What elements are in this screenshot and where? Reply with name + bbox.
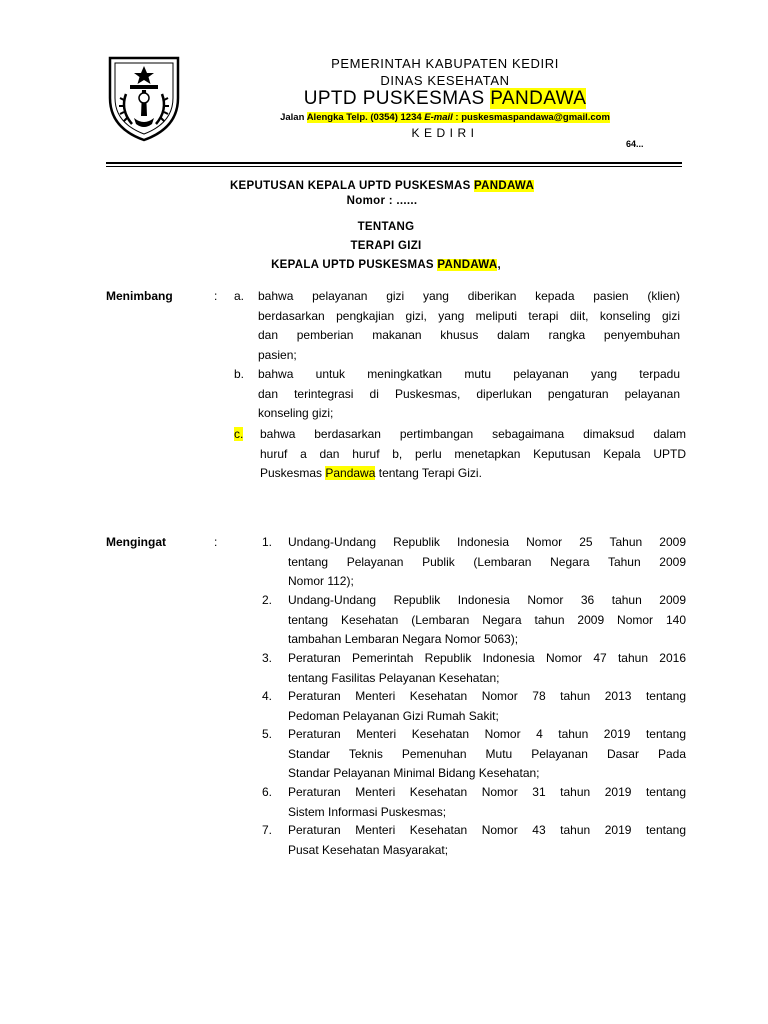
text-line: tentang Kesehatan (Lembaran Negara tahun 2009 Nomor 140: [288, 612, 686, 627]
letterhead-rule-thin: [106, 166, 682, 167]
mengingat-label: Mengingat: [106, 535, 166, 549]
text-line: Peraturan Menteri Kesehatan Nomor 4 tahun 2019 tentang: [288, 727, 686, 741]
text-line: tambahan Lembaran Negara Nomor 5063);: [288, 632, 519, 646]
letterhead-rule-thick: [106, 162, 682, 164]
letterhead-institution: [200, 88, 690, 110]
address-email-label: E-mail: [424, 112, 453, 123]
decree-title-highlight: PANDAWA: [474, 180, 535, 192]
menimbang-marker-b: b.: [234, 367, 245, 381]
text-line: bahwa berdasarkan pertimbangan sebagaimana dimaksud dalam: [260, 427, 686, 441]
decree-title-prefix: KEPUTUSAN KEPALA UPTD PUSKESMAS: [229, 180, 475, 192]
text-line: Peraturan Menteri Kesehatan Nomor 78 tahun 2013 tentang: [288, 689, 686, 703]
menimbang-marker-c: [234, 425, 243, 445]
text-line: Peraturan Menteri Kesehatan Nomor 31 tahun 2019 tentang: [288, 785, 686, 799]
kediri-regency-emblem-icon: [106, 54, 182, 142]
decree-about-label: TENTANG: [357, 221, 415, 233]
text-line: bahwa pelayanan gizi yang diberikan kepada pasien (klien): [258, 289, 680, 303]
letterhead-government: PEMERINTAH KABUPATEN KEDIRI: [331, 56, 559, 71]
menimbang-colon: :: [214, 289, 218, 303]
text-line: Undang-Undang Republik Indonesia Nomor 36 tahun 2009: [288, 593, 686, 607]
text-line: [260, 464, 686, 484]
text-line: pasien;: [258, 347, 297, 362]
address-phone: Telp. (0354) 1234: [343, 112, 425, 123]
text-line: tentang Pelayanan Publik (Lembaran Negara Tahun 2009: [288, 554, 686, 569]
mengingat-marker-7: 7.: [262, 823, 273, 837]
decree-issuer: [98, 259, 674, 271]
text-line: Pedoman Pelayanan Gizi Rumah Sakit;: [288, 708, 499, 723]
menimbang-item-b: [258, 365, 680, 424]
text-line: Standar Pelayanan Minimal Bidang Kesehatan;: [288, 766, 540, 780]
address-street: Alengka: [306, 112, 344, 123]
menimbang-item-a: [258, 287, 680, 365]
mengingat-item-5: [288, 725, 686, 784]
text-line: berdasarkan pengkajian gizi, yang meliputi terapi diit, konseling gizi: [258, 308, 680, 323]
menimbang-item-c: [260, 425, 686, 484]
mengingat-marker-5: 5.: [262, 727, 273, 741]
text-line: konseling gizi;: [258, 406, 334, 420]
text-line: dan terintegrasi di Puskesmas, diperlukan pengaturan pelayanan: [258, 386, 680, 401]
menimbang-label: Menimbang: [106, 289, 173, 303]
letterhead-institution-prefix: UPTD PUSKESMAS: [303, 88, 491, 109]
letterhead-city: KEDIRI: [411, 126, 479, 140]
text-line: tentang Fasilitas Pelayanan Kesehatan;: [288, 670, 500, 685]
text-line: Sistem Informasi Puskesmas;: [288, 804, 447, 819]
decree-issuer-prefix: KEPALA UPTD PUSKESMAS: [271, 259, 438, 271]
letterhead-address: [200, 112, 690, 123]
letterhead-department: DINAS KESEHATAN: [380, 73, 510, 88]
item-c-last-highlight: Pandawa: [325, 466, 376, 480]
decree-issuer-suffix: ,: [497, 259, 501, 271]
page-number: 64...: [626, 139, 644, 149]
mengingat-item-6: [288, 783, 686, 822]
text-line: huruf a dan huruf b, perlu menetapkan Keputusan Kepala UPTD: [260, 446, 686, 461]
mengingat-colon: :: [214, 535, 218, 549]
item-c-last-prefix: Puskesmas: [260, 466, 326, 480]
mengingat-marker-1: 1.: [262, 535, 273, 549]
marker-c-highlight: c.: [234, 427, 244, 441]
item-c-last-suffix: tentang Terapi Gizi.: [375, 466, 482, 480]
text-line: Undang-Undang Republik Indonesia Nomor 25 Tahun 2009: [288, 535, 686, 549]
address-prefix: Jalan: [280, 112, 307, 123]
mengingat-item-3: [288, 649, 686, 688]
decree-issuer-highlight: PANDAWA: [437, 259, 498, 271]
decree-subject: TERAPI GIZI: [350, 240, 422, 252]
text-line: Peraturan Pemerintah Republik Indonesia Nomor 47 tahun 2016: [288, 651, 686, 665]
mengingat-item-4: [288, 687, 686, 726]
text-line: dan pemberian makanan khusus dalam rangka penyembuhan: [258, 328, 680, 342]
text-line: bahwa untuk meningkatkan mutu pelayanan yang terpadu: [258, 367, 680, 381]
decree-number: Nomor : ......: [346, 195, 418, 207]
mengingat-item-2: [288, 591, 686, 650]
mengingat-marker-4: 4.: [262, 689, 273, 703]
text-line: Nomor 112);: [288, 574, 354, 588]
letterhead-institution-highlight: PANDAWA: [490, 88, 587, 109]
text-line: Peraturan Menteri Kesehatan Nomor 43 tahun 2019 tentang: [288, 823, 686, 837]
mengingat-item-1: [288, 533, 686, 592]
text-line: Standar Teknis Pemenuhan Mutu Pelayanan Dasar Pada: [288, 746, 686, 761]
mengingat-item-7: [288, 821, 686, 860]
mengingat-marker-2: 2.: [262, 593, 273, 607]
menimbang-marker-a: a.: [234, 289, 245, 303]
text-line: Pusat Kesehatan Masyarakat;: [288, 842, 449, 857]
address-email: : puskesmaspandawa@gmail.com: [452, 112, 610, 123]
mengingat-marker-6: 6.: [262, 785, 273, 799]
mengingat-marker-3: 3.: [262, 651, 273, 665]
decree-title: [94, 180, 670, 192]
